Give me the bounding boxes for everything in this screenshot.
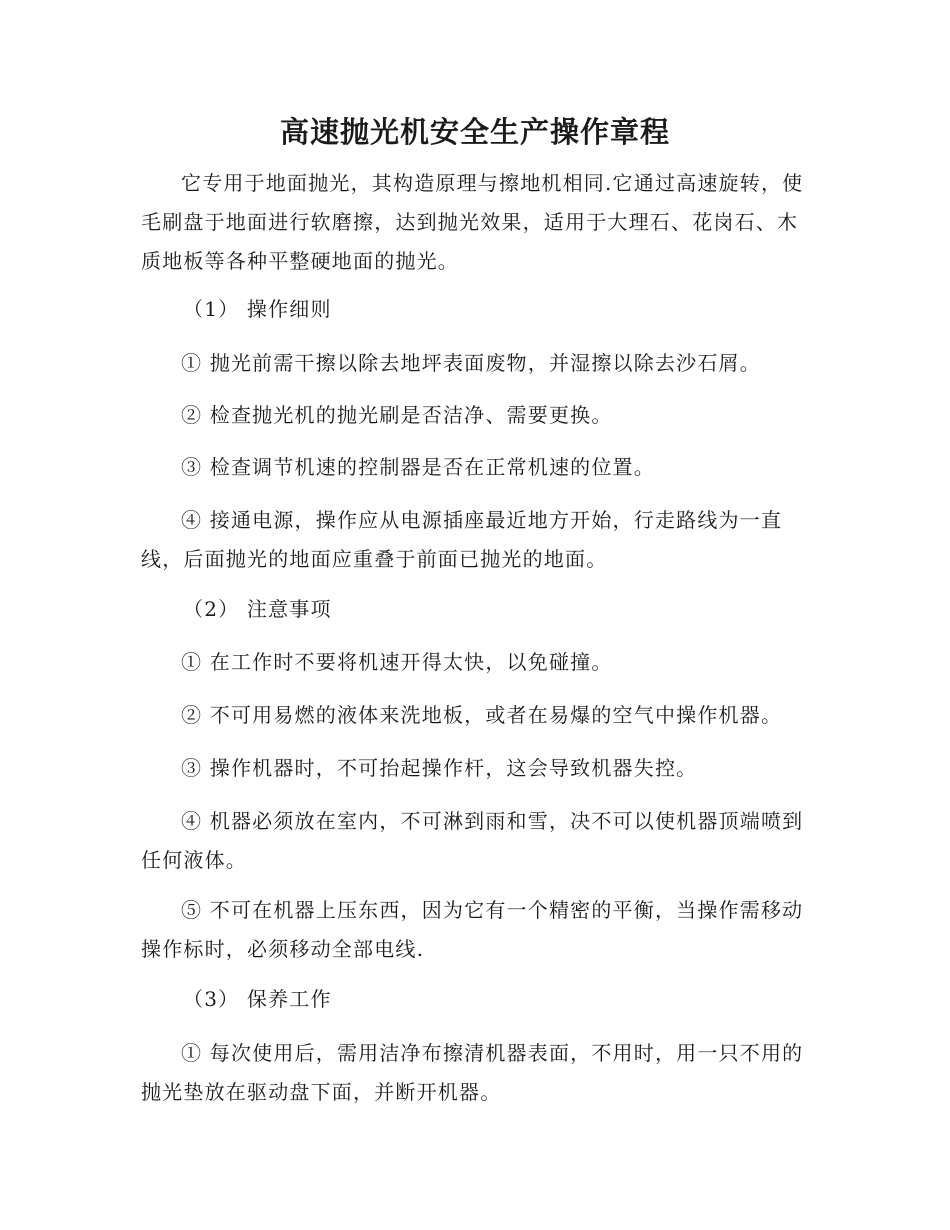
list-item: ② 检查抛光机的抛光刷是否洁净、需要更换。	[181, 403, 613, 427]
list-item: ① 抛光前需干擦以除去地坪表面废物，并湿擦以除去沙石屑。	[181, 351, 761, 375]
section-heading-precautions: （2） 注意事项	[183, 597, 332, 621]
list-item: ④ 接通电源，操作应从电源插座最近地方开始，行走路线为一直线，后面抛光的地面应重叠于前面已抛光的地面。	[141, 508, 783, 571]
list-item: ⑤ 不可在机器上压东西，因为它有一个精密的平衡，当操作需移动操作标时，必须移动全部电线.	[141, 898, 804, 961]
list-item: ② 不可用易燃的液体来洗地板，或者在易爆的空气中操作机器。	[181, 703, 783, 727]
list-item: ④ 机器必须放在室内，不可淋到雨和雪，决不可以使机器顶端喷到任何液体。	[141, 809, 804, 872]
section-heading-operation-rules: （1） 操作细则	[183, 297, 332, 321]
document-title: 高速抛光机安全生产操作章程	[279, 115, 670, 149]
list-item: ① 每次使用后，需用洁净布擦清机器表面，不用时，用一只不用的抛光垫放在驱动盘下面，并断开机器。	[141, 1041, 804, 1104]
list-item: ① 在工作时不要将机速开得太快，以免碰撞。	[181, 650, 613, 674]
intro-paragraph: 它专用于地面抛光，其构造原理与擦地机相同.它通过高速旋转，使毛刷盘于地面进行软磨擦，达到抛光效果，适用于大理石、花岗石、木质地板等各种平整硬地面的抛光。	[141, 171, 804, 273]
list-item: ③ 检查调节机速的控制器是否在正常机速的位置。	[181, 455, 655, 479]
section-heading-maintenance: （3） 保养工作	[183, 987, 332, 1011]
list-item: ③ 操作机器时，不可抬起操作杆，这会导致机器失控。	[181, 756, 698, 780]
